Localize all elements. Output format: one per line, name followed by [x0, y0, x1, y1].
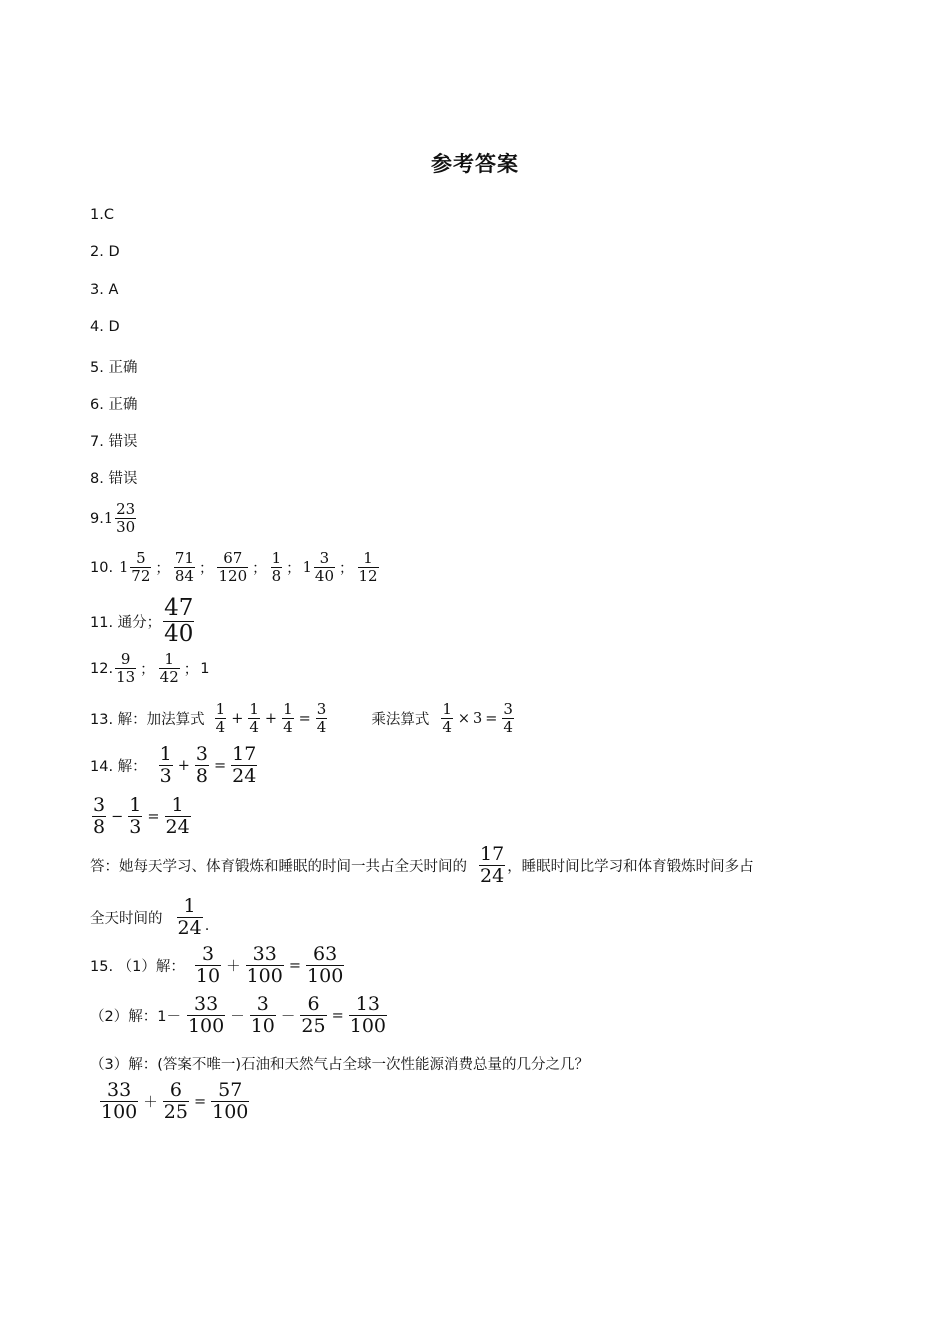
plus-sign: ＋: [226, 959, 241, 975]
answer-15-part-3-text: （3）解：(答案不唯一)石油和天然气占全球一次性能源消费总量的几分之几？: [90, 1057, 590, 1073]
numerator: 63: [313, 943, 338, 965]
fraction: [441, 702, 453, 735]
numerator: 1: [283, 700, 293, 718]
denominator: 4: [442, 718, 452, 736]
numerator: 1: [164, 650, 174, 668]
denominator: 100: [246, 965, 283, 987]
answer-4: 4. D: [90, 319, 120, 335]
denominator: 4: [283, 718, 293, 736]
fraction: [163, 1081, 189, 1122]
denominator: 100: [212, 1101, 249, 1123]
answer-12-fraction-2: [159, 652, 180, 685]
answer-15-part-1: [90, 945, 346, 986]
numerator: 1: [442, 700, 452, 718]
answer-5: 5. 正确: [90, 360, 138, 376]
answer-15-1-prefix: 15. （1）解：: [90, 959, 185, 975]
fraction: [215, 702, 227, 735]
answer-10-whole-5: 1: [302, 559, 312, 576]
answer-11: [90, 597, 196, 646]
answer-10-fraction-5: [314, 551, 335, 584]
equals-sign: =: [331, 1007, 344, 1024]
fraction: [211, 1081, 249, 1122]
numerator: 17: [232, 743, 257, 765]
answer-15-part-2: [90, 995, 389, 1036]
denominator: 3: [159, 765, 172, 787]
numerator: 71: [174, 549, 194, 567]
denominator: 8: [271, 567, 282, 585]
plus-sign: +: [231, 710, 244, 727]
numerator: 3: [93, 794, 106, 816]
answer-15-2-prefix: （2）解：1－: [90, 1009, 181, 1025]
fraction: [248, 702, 260, 735]
denominator: 100: [349, 1015, 387, 1037]
denominator: 24: [480, 865, 505, 887]
answer-14-end: .: [204, 918, 210, 934]
answer-9-prefix: 9.: [90, 510, 104, 527]
plus-sign: +: [177, 757, 190, 774]
answer-12-tail: 1: [200, 660, 210, 677]
answer-2: 2. D: [90, 244, 120, 260]
answer-14-line-2: [90, 796, 193, 837]
answer-6: 6. 正确: [90, 397, 138, 413]
answer-13: [90, 702, 516, 735]
fraction: [165, 796, 191, 837]
answer-10-fraction-6: [358, 551, 379, 584]
answer-13-mul-label: 乘法算式: [371, 712, 430, 728]
answer-10-whole-1: 1: [119, 559, 129, 576]
numerator: 57: [218, 1079, 243, 1101]
numerator: 1: [271, 549, 282, 567]
answer-14-answer-line-1: [90, 845, 754, 886]
denominator: 100: [101, 1101, 138, 1123]
fraction: [316, 702, 328, 735]
denominator: 24: [177, 917, 202, 939]
answer-9: [90, 502, 138, 535]
answer-7: 7. 错误: [90, 434, 138, 450]
fraction: [502, 702, 514, 735]
fraction: [128, 796, 142, 837]
denominator: 25: [163, 1101, 188, 1123]
numerator: 1: [129, 794, 142, 816]
minus-sign: −: [111, 808, 124, 825]
numerator: 6: [307, 993, 320, 1015]
fraction: [195, 945, 221, 986]
fraction: [177, 897, 203, 938]
numerator: 47: [164, 595, 194, 621]
answer-10-fraction-1: [130, 551, 151, 584]
denominator: 100: [307, 965, 344, 987]
answer-14-text-2: ，睡眠时间比学习和体育锻炼时间多占: [507, 859, 754, 875]
denominator: 42: [159, 668, 179, 686]
numerator: 6: [169, 1079, 182, 1101]
denominator: 24: [232, 765, 257, 787]
page-title: 参考答案: [431, 152, 519, 176]
numerator: 23: [116, 500, 136, 518]
separator: ；: [155, 561, 170, 577]
minus-sign: －: [280, 1009, 296, 1025]
equals-sign: =: [147, 808, 160, 825]
denominator: 4: [249, 718, 259, 736]
answer-12-prefix: 12.: [90, 660, 114, 677]
answer-8: 8. 错误: [90, 471, 138, 487]
denominator: 10: [195, 965, 221, 987]
equals-sign: =: [485, 710, 498, 727]
fraction: [231, 745, 257, 786]
minus-sign: －: [230, 1009, 245, 1025]
denominator: 8: [93, 816, 106, 838]
answer-10-fraction-3: [217, 551, 248, 584]
denominator: 100: [187, 1015, 225, 1037]
numerator: 1: [171, 794, 184, 816]
fraction: [300, 995, 326, 1036]
separator: ；: [339, 561, 354, 577]
separator: ；: [183, 662, 199, 678]
numerator: 3: [503, 700, 513, 718]
fraction: [187, 995, 225, 1036]
answer-12-fraction-1: [115, 652, 136, 685]
answer-10-fraction-2: [174, 551, 195, 584]
numerator: 33: [252, 943, 277, 965]
times-sign: ×: [457, 710, 471, 727]
fraction: [92, 796, 106, 837]
plus-sign: +: [264, 710, 278, 727]
numerator: 3: [195, 743, 209, 765]
denominator: 24: [165, 816, 190, 838]
numerator: 33: [107, 1079, 132, 1101]
equals-sign: =: [288, 957, 302, 974]
numerator: 3: [256, 993, 269, 1015]
fraction: [479, 845, 505, 886]
separator: ；: [252, 561, 267, 577]
denominator: 72: [131, 567, 151, 585]
numerator: 67: [223, 549, 243, 567]
fraction: [195, 745, 209, 786]
answer-10-prefix: 10.: [90, 559, 114, 576]
numerator: 33: [193, 993, 219, 1015]
answer-10-fraction-4: [271, 551, 283, 584]
numerator: 3: [319, 549, 330, 567]
answer-14-prefix: 14. 解：: [90, 759, 147, 775]
answer-12: [90, 652, 209, 685]
answer-14-line-1: [90, 745, 259, 786]
equals-sign: =: [214, 757, 227, 774]
fraction: [100, 1081, 138, 1122]
answer-10: [90, 551, 381, 584]
equals-sign: =: [298, 710, 311, 727]
denominator: 40: [314, 567, 334, 585]
answer-13-prefix: 13. 解：加法算式: [90, 712, 205, 728]
numerator: 1: [249, 700, 259, 718]
denominator: 120: [218, 567, 248, 585]
denominator: 40: [164, 621, 194, 647]
separator: ；: [286, 561, 301, 577]
separator: ；: [140, 662, 155, 678]
fraction: [159, 745, 173, 786]
denominator: 8: [195, 765, 209, 787]
fraction: [246, 945, 284, 986]
denominator: 4: [215, 718, 226, 736]
fraction: [349, 995, 387, 1036]
answer-11-fraction: [163, 597, 194, 646]
fraction: [250, 995, 276, 1036]
numerator: 13: [355, 993, 380, 1015]
answer-11-prefix: 11. 通分；: [90, 615, 162, 631]
plus-sign: ＋: [143, 1095, 158, 1111]
denominator: 10: [250, 1015, 275, 1037]
answer-9-fraction: [115, 502, 136, 535]
numerator: 3: [316, 700, 327, 718]
numerator: 5: [136, 549, 146, 567]
denominator: 4: [316, 718, 327, 736]
denominator: 25: [301, 1015, 326, 1037]
numerator: 17: [480, 843, 505, 865]
answer-14-text-3: 全天时间的: [90, 911, 163, 927]
numerator: 3: [201, 943, 215, 965]
answer-15-part-3-formula: [98, 1081, 251, 1122]
denominator: 84: [174, 567, 194, 585]
separator: ；: [198, 561, 214, 577]
numerator: 9: [120, 650, 131, 668]
numerator: 1: [159, 743, 172, 765]
fraction: [282, 702, 294, 735]
denominator: 30: [116, 518, 136, 536]
answer-14-answer-line-2: [90, 897, 209, 938]
answer-3: 3. A: [90, 282, 119, 298]
denominator: 12: [358, 567, 378, 585]
fraction: [306, 945, 344, 986]
numerator: 1: [363, 549, 373, 567]
numerator: 1: [215, 700, 226, 718]
answer-1: 1.C: [90, 207, 114, 223]
number: 3: [473, 710, 483, 727]
denominator: 3: [129, 816, 142, 838]
numerator: 1: [183, 895, 196, 917]
denominator: 13: [116, 668, 136, 686]
answer-14-text-1: 答：她每天学习、体育锻炼和睡眠的时间一共占全天时间的: [90, 859, 467, 875]
equals-sign: =: [193, 1093, 207, 1110]
answer-9-whole: 1: [103, 510, 114, 527]
denominator: 4: [503, 718, 513, 736]
